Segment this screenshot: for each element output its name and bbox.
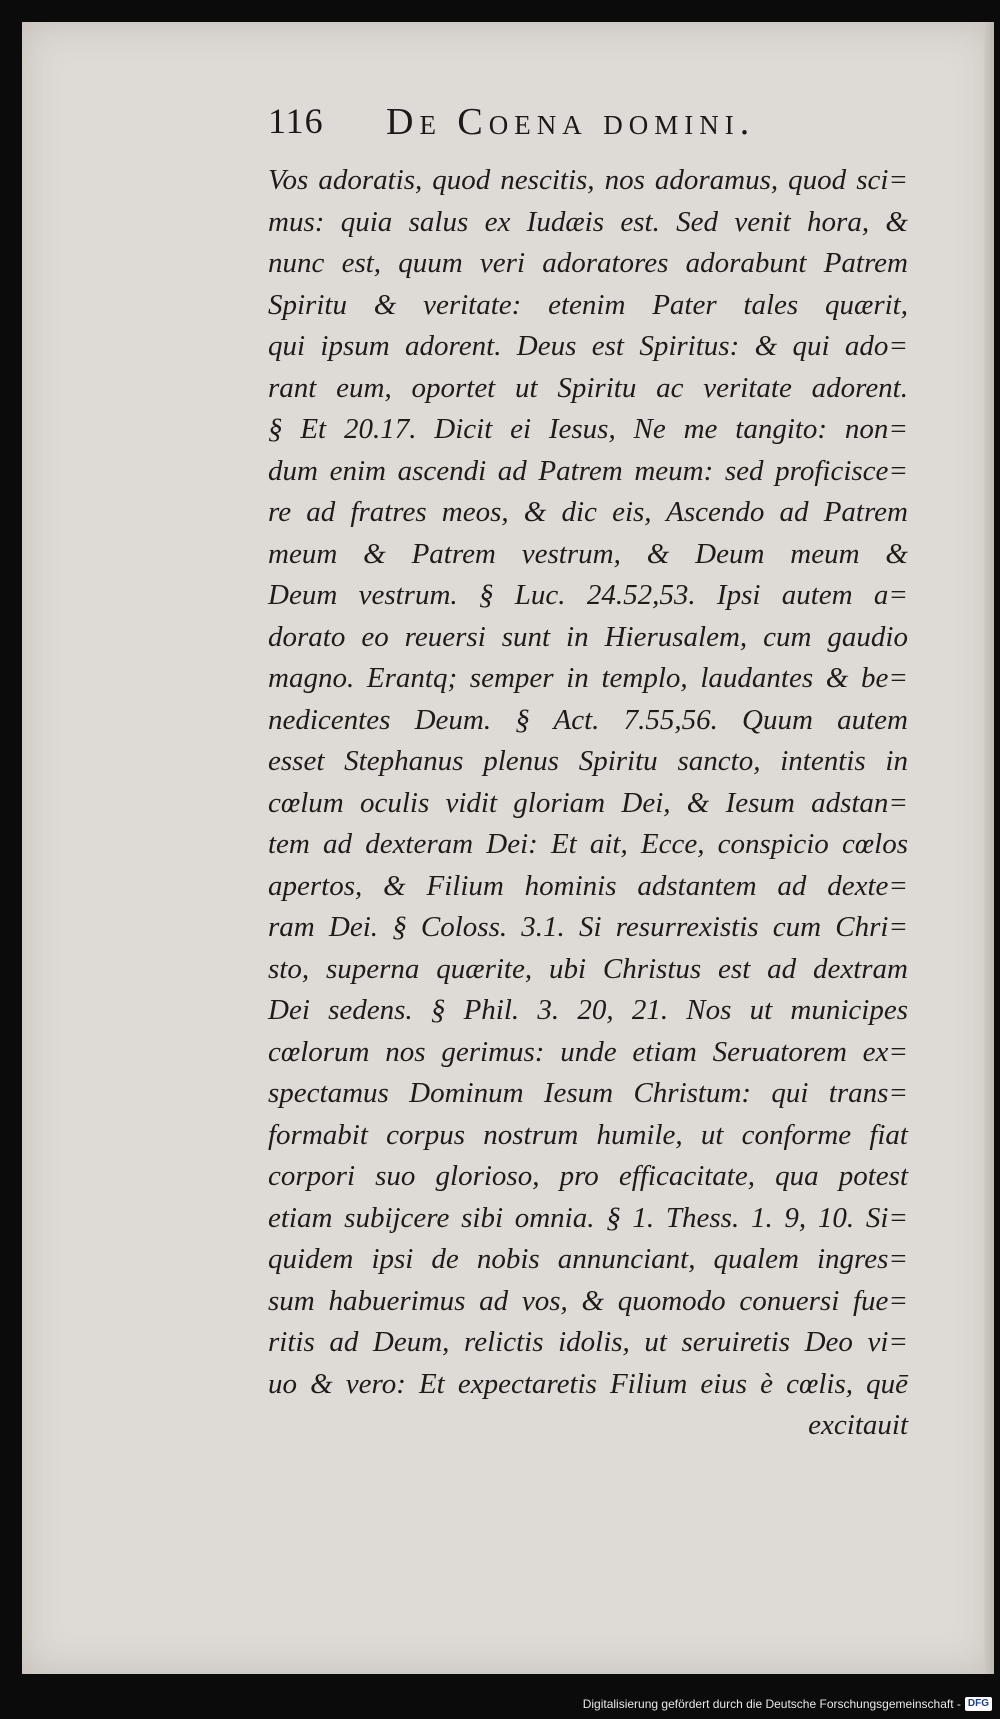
text-line: apertos, & Filium hominis adstantem ad dexte=	[268, 869, 908, 902]
text-line: uo & vero: Et expectaretis Filium eius è cœlis, quē	[268, 1367, 908, 1400]
page-edge	[984, 22, 994, 1674]
running-head: De Coena domini.	[386, 101, 756, 143]
text-line: nedicentes Deum. § Act. 7.55,56. Quum autem	[268, 703, 908, 736]
digitization-credit	[583, 1695, 992, 1713]
text-line: magno. Erantq; semper in templo, laudantes & be=	[268, 662, 908, 694]
text-line: Vos adoratis, quod nescitis, nos adoramus, quod sci=	[268, 164, 908, 196]
text-line: re ad fratres meos, & dic eis, Ascendo ad Patrem	[268, 496, 908, 528]
text-line: qui ipsum adorent. Deus est Spiritus: & qui ado=	[268, 330, 908, 362]
text-line: meum & Patrem vestrum, & Deum meum &	[268, 537, 908, 570]
dfg-logo: DFG	[965, 1697, 992, 1711]
body-text	[268, 160, 908, 1447]
text-line: mus: quia salus ex Iudæis est. Sed venit hora, &	[268, 205, 908, 238]
text-line: § Et 20.17. Dicit ei Iesus, Ne me tangito: non=	[268, 413, 908, 445]
text-line: sum habuerimus ad vos, & quomodo conuersi fue=	[268, 1284, 908, 1317]
text-line: ram Dei. § Coloss. 3.1. Si resurrexistis cum Chri=	[268, 911, 908, 943]
text-line: sto, superna quærite, ubi Christus est ad dextram	[268, 952, 908, 985]
page-header	[268, 100, 908, 148]
text-line: formabit corpus nostrum humile, ut conforme fiat	[268, 1118, 908, 1151]
text-line: nunc est, quum veri adoratores adorabunt Patrem	[268, 247, 908, 279]
text-line: rant eum, oportet ut Spiritu ac veritate adorent.	[268, 371, 908, 404]
text-line: tem ad dexteram Dei: Et ait, Ecce, conspicio cœlos	[268, 828, 908, 860]
text-line: cœlum oculis vidit gloriam Dei, & Iesum adstan=	[268, 786, 908, 819]
text-line: Spiritu & veritate: etenim Pater tales quærit,	[268, 288, 908, 321]
text-line: Deum vestrum. § Luc. 24.52,53. Ipsi autem a=	[268, 579, 908, 611]
text-line: dum enim ascendi ad Patrem meum: sed proficisce=	[268, 454, 908, 487]
text-line: quidem ipsi de nobis annunciant, qualem ingres=	[268, 1243, 908, 1275]
text-line: cœlorum nos gerimus: unde etiam Seruatorem ex=	[268, 1035, 908, 1068]
page-number: 116	[268, 101, 324, 141]
text-line: dorato eo reuersi sunt in Hierusalem, cum gaudio	[268, 620, 908, 653]
catchword: excitauit	[808, 1409, 908, 1441]
text-line: ritis ad Deum, relictis idolis, ut seruiretis Deo vi=	[268, 1326, 908, 1358]
credit-text: Digitalisierung gefördert durch die Deutsche Forschungsgemeinschaft -	[582, 1697, 961, 1711]
text-line: etiam subijcere sibi omnia. § 1. Thess. 1. 9, 10. Si=	[268, 1201, 908, 1234]
text-line: esset Stephanus plenus Spiritu sancto, intentis in	[268, 745, 908, 777]
text-line: spectamus Dominum Iesum Christum: qui trans=	[268, 1077, 908, 1109]
text-line: corpori suo glorioso, pro efficacitate, qua potest	[268, 1160, 908, 1192]
text-line: Dei sedens. § Phil. 3. 20, 21. Nos ut municipes	[268, 994, 908, 1026]
